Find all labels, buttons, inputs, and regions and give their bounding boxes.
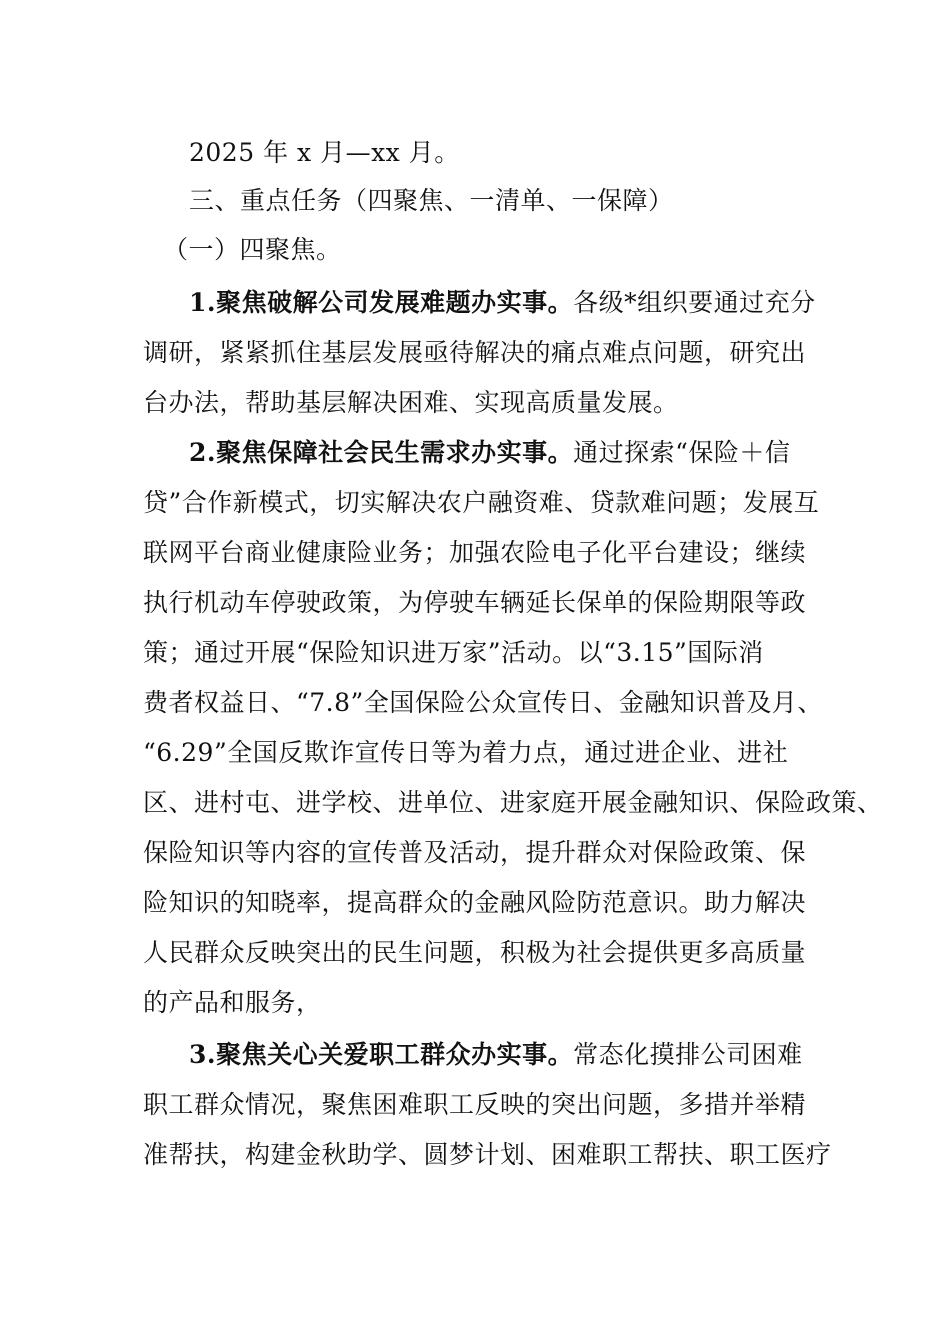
item3-first-line [143,1042,803,1067]
item2-text-line: 保险知识等内容的宣传普及活动，提升群众对保险政策、保 [143,838,807,867]
item3-text-line: 常态化摸排公司困难 [573,1040,803,1069]
item2-text-line: 费者权益日、“7.8”全国保险公众宣传日、金融知识普及月、 [143,688,823,717]
item2-text-line: 执行机动车停驶政策，为停驶车辆延长保单的保险期限等政 [143,588,807,617]
item2-heading: 2.聚焦保障社会民生需求办实事。 [189,438,574,467]
section-three-heading: 三、重点任务（四聚焦、一清单、一保障） [189,186,674,215]
item2-text-line: 联网平台商业健康险业务；加强农险电子化平台建设；继续 [143,538,807,567]
item1-first-line [143,290,816,315]
item2-text-line: 通过探索“保险＋信 [573,438,791,467]
item3-text-line: 职工群众情况，聚焦困难职工反映的突出问题，多措并举精 [143,1090,807,1119]
item2-text-line: 贷”合作新模式，切实解决农户融资难、贷款难问题；发展互 [143,488,820,517]
item2-first-line [143,440,790,465]
item2-text-line: “6.29”全国反欺诈宣传日等为着力点，通过进企业、进社 [143,738,789,767]
item3-text-line: 准帮扶，构建金秋助学、圆梦计划、困难职工帮扶、职工医疗 [143,1140,832,1169]
item2-text-line: 的产品和服务， [143,988,322,1017]
item1-text-line: 调研，紧紧抓住基层发展亟待解决的痛点难点问题，研究出 [143,338,807,367]
item1-heading: 1.聚焦破解公司发展难题办实事。 [189,288,574,317]
item1-text-line: 台办法，帮助基层解决困难、实现高质量发展。 [143,388,679,417]
item2-text-line: 区、进村屯、进学校、进单位、进家庭开展金融知识、保险政策、 [143,788,883,817]
item2-text-line: 险知识的知晓率，提高群众的金融风险防范意识。助力解决 [143,888,807,917]
item2-text-line: 人民群众反映突出的民生问题，积极为社会提供更多高质量 [143,938,807,967]
date-range-line: 2025 年 x 月—xx 月。 [189,138,460,167]
subsection-one-heading: （一）四聚焦。 [163,235,342,264]
item1-text-line: 各级*组织要通过充分 [573,288,816,317]
item3-heading: 3.聚焦关心关爱职工群众办实事。 [189,1040,574,1069]
item2-text-line: 策；通过开展“保险知识进万家”活动。以“3.15”国际消 [143,638,764,667]
